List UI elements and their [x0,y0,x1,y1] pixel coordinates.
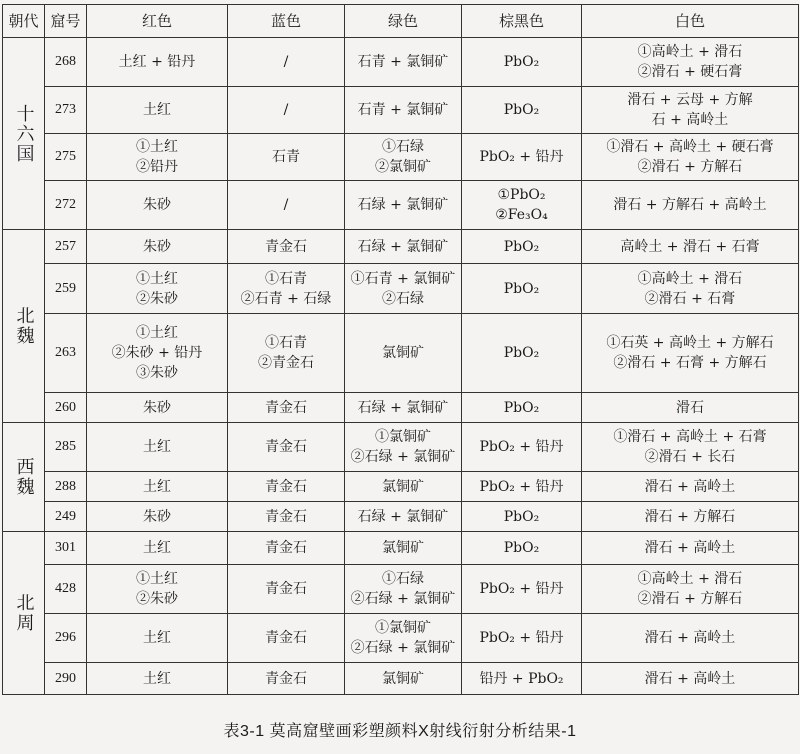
cell-line: ①石青 [265,270,307,287]
blue-cell [228,87,345,134]
green-cell [345,502,462,532]
cell-line: 青金石 [265,399,307,416]
brown-black-cell [462,502,582,532]
table-row [3,565,799,614]
cell-line: / [283,197,289,213]
cell-line: 土红 [143,478,171,495]
white-cell [582,314,799,393]
dynasty-label: 北周 [13,593,35,633]
red-cell [87,565,228,614]
table-row [3,314,799,393]
red-cell [87,314,228,393]
header-green: 绿色 [345,5,462,38]
cell-line: ①石青 + 氯铜矿 [350,270,456,287]
cave-number-cell: 272 [45,181,87,230]
cell-line: 朱砂 [143,508,171,525]
table-caption: 表3-1 莫高窟壁画彩塑颜料X射线衍射分析结果-1 [223,723,577,740]
cell-line: 滑石 + 高岭土 [644,540,736,556]
cell-line: 石绿 + 氯铜矿 [357,238,449,255]
green-cell [345,264,462,314]
brown-black-cell [462,565,582,614]
white-cell [582,502,799,532]
red-cell [87,614,228,663]
cell-line: ②滑石 + 方解石 [637,159,743,175]
brown-black-cell [462,393,582,423]
table-row [3,38,799,87]
blue-cell [228,614,345,663]
cell-line: 青金石 [265,540,307,556]
cell-line: 氯铜矿 [382,345,424,361]
table-row [3,230,799,264]
cell-line: 氯铜矿 [382,478,424,495]
dynasty-cell [3,532,45,695]
cell-line: 石 + 高岭土 [651,112,729,128]
cell-line: ①滑石 + 高岭土 + 硬石膏 [606,139,774,155]
white-cell [582,134,799,181]
cell-line: ②朱砂 + 铅丹 [111,345,203,361]
cell-line: 土红 [143,630,171,646]
cell-line: 氯铜矿 [382,670,424,687]
white-cell [582,423,799,472]
white-cell [582,565,799,614]
red-cell [87,38,228,87]
header-red: 红色 [87,5,228,38]
red-cell [87,502,228,532]
green-cell [345,314,462,393]
white-cell [582,230,799,264]
cell-line: 青金石 [265,581,307,597]
cave-number-cell: 296 [45,614,87,663]
brown-black-cell [462,423,582,472]
header-brown-black: 棕黑色 [462,5,582,38]
white-cell [582,181,799,230]
cave-number-cell: 428 [45,565,87,614]
cell-line: 土红 [143,439,171,455]
cell-line: 石青 + 氯铜矿 [357,54,449,70]
cell-line: ②滑石 + 长石 [644,449,736,465]
table-row [3,614,799,663]
cell-line: PbO₂ [503,540,540,556]
green-cell [345,230,462,264]
blue-cell [228,264,345,314]
white-cell [582,614,799,663]
cell-line: ①石英 + 高岭土 + 方解石 [606,335,774,351]
cave-number-cell: 249 [45,502,87,532]
cell-line: ②氯铜矿 [375,159,431,175]
cave-number-cell: 259 [45,264,87,314]
cell-line: ②石绿 + 氯铜矿 [350,640,456,656]
red-cell [87,663,228,695]
dynasty-cell [3,38,45,230]
cell-line: ②滑石 + 硬石膏 [637,64,743,80]
white-cell [582,663,799,695]
cell-line: ①高岭土 + 滑石 [637,270,743,287]
brown-black-cell [462,532,582,565]
header-dynasty: 朝代 [3,5,45,38]
brown-black-cell [462,663,582,695]
brown-black-cell [462,230,582,264]
header-white: 白色 [582,5,799,38]
red-cell [87,264,228,314]
header-blue: 蓝色 [228,5,345,38]
cell-line: 滑石 + 高岭土 [644,630,736,646]
red-cell [87,87,228,134]
red-cell [87,423,228,472]
white-cell [582,532,799,565]
cell-line: / [283,54,289,70]
cell-line: ①滑石 + 高岭土 + 石膏 [613,429,767,445]
green-cell [345,87,462,134]
cave-number-cell: 268 [45,38,87,87]
cell-line: 石青 + 氯铜矿 [357,102,449,118]
cell-line: PbO₂ + 铅丹 [479,581,564,597]
white-cell [582,87,799,134]
table-row [3,663,799,695]
brown-black-cell [462,264,582,314]
cell-line: ③朱砂 [136,365,178,381]
green-cell [345,181,462,230]
cell-line: 滑石 + 高岭土 [644,670,736,687]
blue-cell [228,565,345,614]
cave-number-cell: 288 [45,472,87,502]
table-row [3,393,799,423]
cell-line: ①高岭土 + 滑石 [637,571,743,587]
blue-cell [228,663,345,695]
cell-line: ①PbO₂ [497,187,546,203]
dynasty-cell [3,423,45,532]
cave-number-cell: 263 [45,314,87,393]
cell-line: ②朱砂 [136,591,178,607]
header-cave: 窟号 [45,5,87,38]
green-cell [345,565,462,614]
green-cell [345,614,462,663]
cell-line: ②滑石 + 方解石 [637,591,743,607]
table-row [3,87,799,134]
cell-line: PbO₂ [503,280,540,297]
cell-line: ②石青 + 石绿 [240,290,332,307]
cell-line: ②石绿 + 氯铜矿 [350,591,456,607]
cell-line: 滑石 + 高岭土 [644,478,736,495]
cell-line: PbO₂ [503,102,540,118]
cave-number-cell: 290 [45,663,87,695]
header-row [3,5,799,38]
cell-line: 朱砂 [143,238,171,255]
cell-line: 青金石 [265,478,307,495]
cell-line: ①土红 [136,325,178,341]
cell-line: 滑石 + 云母 + 方解 [627,92,753,108]
red-cell [87,393,228,423]
cave-number-cell: 257 [45,230,87,264]
blue-cell [228,314,345,393]
cell-line: 土红 [143,670,171,687]
cell-line: ①石青 [265,335,307,351]
cell-line: ②Fe₃O₄ [495,207,548,223]
cell-line: ①土红 [136,571,178,587]
white-cell [582,264,799,314]
brown-black-cell [462,87,582,134]
cell-line: PbO₂ [503,508,540,525]
blue-cell [228,134,345,181]
table-row [3,472,799,502]
cave-number-cell: 260 [45,393,87,423]
cell-line: ②青金石 [258,355,314,371]
cell-line: 青金石 [265,238,307,255]
cell-line: 铅丹 + PbO₂ [479,670,564,687]
red-cell [87,532,228,565]
cell-line: PbO₂ + 铅丹 [479,439,564,455]
cell-line: 青金石 [265,670,307,687]
table-row [3,264,799,314]
pigment-analysis-table [2,4,799,695]
blue-cell [228,423,345,472]
cell-line: 土红 [143,102,171,118]
cell-line: ①土红 [136,139,178,155]
cell-line: 石青 [272,149,300,165]
cell-line: ①石绿 [382,571,424,587]
green-cell [345,38,462,87]
cell-line: 滑石 + 方解石 [644,508,736,525]
cell-line: ①高岭土 + 滑石 [637,44,743,60]
cell-line: ②滑石 + 石膏 [644,290,736,307]
cell-line: PbO₂ + 铅丹 [479,478,564,495]
cell-line: PbO₂ [503,345,540,361]
blue-cell [228,532,345,565]
cell-line: PbO₂ + 铅丹 [479,630,564,646]
table-body [3,38,799,695]
cell-line: ②石绿 + 氯铜矿 [350,449,456,465]
cell-line: ②石绿 [382,290,424,307]
cell-line: 石绿 + 氯铜矿 [357,399,449,416]
white-cell [582,472,799,502]
dynasty-label: 西魏 [13,457,35,497]
cell-line: ②滑石 + 石膏 + 方解石 [613,355,767,371]
brown-black-cell [462,472,582,502]
green-cell [345,134,462,181]
cell-line: 朱砂 [143,399,171,416]
green-cell [345,532,462,565]
cell-line: 石绿 + 氯铜矿 [357,197,449,213]
cell-line: ②朱砂 [136,290,178,307]
cell-line: ①氯铜矿 [375,429,431,445]
green-cell [345,663,462,695]
cave-number-cell: 285 [45,423,87,472]
cell-line: ①氯铜矿 [375,620,431,636]
brown-black-cell [462,38,582,87]
cell-line: 石绿 + 氯铜矿 [357,508,449,525]
cell-line: ①土红 [136,270,178,287]
red-cell [87,472,228,502]
cell-line: / [283,102,289,118]
blue-cell [228,472,345,502]
white-cell [582,393,799,423]
dynasty-cell [3,230,45,423]
cell-line: PbO₂ [503,54,540,70]
cave-number-cell: 301 [45,532,87,565]
cell-line: PbO₂ [503,399,540,416]
dynasty-label: 十六国 [13,103,35,164]
cell-line: 氯铜矿 [382,540,424,556]
blue-cell [228,181,345,230]
red-cell [87,134,228,181]
cave-number-cell: 275 [45,134,87,181]
cell-line: PbO₂ [503,238,540,255]
blue-cell [228,393,345,423]
green-cell [345,393,462,423]
cell-line: 朱砂 [143,197,171,213]
cell-line: 土红 + 铅丹 [118,54,196,70]
blue-cell [228,230,345,264]
green-cell [345,472,462,502]
cell-line: 土红 [143,540,171,556]
cave-number-cell: 273 [45,87,87,134]
white-cell [582,38,799,87]
red-cell [87,230,228,264]
brown-black-cell [462,614,582,663]
cell-line: 滑石 + 方解石 + 高岭土 [613,197,767,213]
cell-line: 青金石 [265,508,307,525]
table-row [3,502,799,532]
blue-cell [228,502,345,532]
cell-line: 滑石 [676,399,704,416]
cell-line: ①石绿 [382,139,424,155]
green-cell [345,423,462,472]
brown-black-cell [462,314,582,393]
brown-black-cell [462,134,582,181]
cell-line: 青金石 [265,439,307,455]
dynasty-label: 北魏 [13,306,35,346]
cell-line: ②铅丹 [136,159,178,175]
table-row [3,181,799,230]
table-row [3,423,799,472]
cell-line: PbO₂ + 铅丹 [479,149,564,165]
table-row [3,532,799,565]
red-cell [87,181,228,230]
cell-line: 青金石 [265,630,307,646]
brown-black-cell [462,181,582,230]
table-row [3,134,799,181]
blue-cell [228,38,345,87]
cell-line: 高岭土 + 滑石 + 石膏 [620,238,760,255]
